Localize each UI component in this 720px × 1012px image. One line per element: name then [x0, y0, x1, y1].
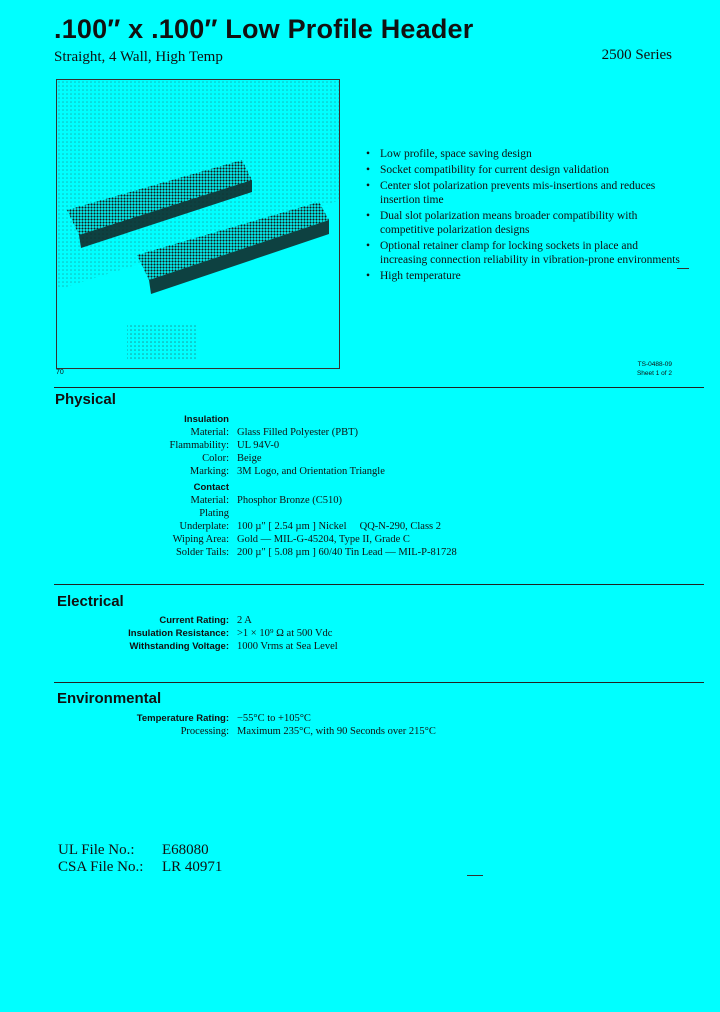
- drawing-number: TS-0488-09: [637, 361, 672, 368]
- spec-row: Marking: 3M Logo, and Orientation Triangle: [189, 466, 385, 477]
- environmental-heading: Environmental: [57, 690, 162, 707]
- electrical-heading: Electrical: [57, 593, 124, 610]
- spec-row: Processing: Maximum 235°C, with 90 Seconds over 215°C: [180, 726, 436, 737]
- spec-row: Withstanding Voltage: 1000 Vrms at Sea Level: [129, 641, 338, 652]
- feature-list: [366, 147, 684, 285]
- sheet-number: Sheet 1 of 2: [636, 370, 672, 377]
- drawing-reference: [637, 360, 672, 378]
- header-connector-illustration: [57, 80, 340, 369]
- insulation-heading: Insulation: [184, 414, 229, 425]
- spec-row: Material: Glass Filled Polyester (PBT): [190, 427, 359, 438]
- spec-row: Underplate: 100 µ″ [ 2.54 µm ] Nickel QQ-N-290, Class 2: [179, 521, 441, 532]
- feature-item: • Socket compatibility for current design validation: [366, 163, 684, 177]
- page-title: .100″ x .100″ Low Profile Header: [54, 14, 474, 44]
- feature-item: • High temperature: [366, 269, 684, 283]
- csa-file: CSA File No.: LR 40971: [58, 859, 223, 875]
- page-subtitle: Straight, 4 Wall, High Temp: [54, 49, 223, 65]
- electrical-spec-table: [60, 614, 680, 653]
- feature-item: • Optional retainer clamp for locking sockets in place and increasing connection reliability in vibration-prone environments: [366, 239, 684, 267]
- feature-item: • Low profile, space saving design: [366, 147, 684, 161]
- spec-row: Color: Beige: [202, 453, 262, 464]
- ul-file: UL File No.: E68080: [58, 842, 209, 858]
- product-photo: [56, 79, 340, 369]
- feature-item: • Dual slot polarization means broader compatibility with competitive polarization designs: [366, 209, 684, 237]
- margin-tick: [467, 875, 483, 876]
- physical-spec-table: [60, 413, 680, 559]
- section-rule: [54, 584, 704, 585]
- photo-code: 70: [56, 369, 64, 376]
- spec-row: Flammability: UL 94V-0: [169, 440, 280, 451]
- contact-heading: Contact: [193, 482, 229, 493]
- environmental-spec-table: [60, 712, 680, 738]
- section-rule: [54, 387, 704, 388]
- feature-item: • Center slot polarization prevents mis-insertions and reduces insertion time: [366, 179, 684, 207]
- margin-tick: [677, 268, 689, 269]
- section-rule: [54, 682, 704, 683]
- spec-row: Temperature Rating: −55°C to +105°C: [136, 713, 311, 724]
- spec-row: Plating: [199, 508, 229, 519]
- spec-row: Solder Tails: 200 µ″ [ 5.08 µm ] 60/40 Tin Lead — MIL-P-81728: [175, 547, 457, 558]
- series-label: 2500 Series: [601, 47, 672, 63]
- certification-files: [58, 842, 222, 876]
- spec-row: Wiping Area: Gold — MIL-G-45204, Type II, Grade C: [172, 534, 410, 545]
- spec-row: Insulation Resistance: >1 × 10⁹ Ω at 500 Vdc: [128, 628, 333, 639]
- spec-row: Current Rating: 2 A: [159, 615, 252, 626]
- physical-heading: Physical: [55, 391, 116, 408]
- spec-row: Material: Phosphor Bronze (C510): [190, 495, 342, 506]
